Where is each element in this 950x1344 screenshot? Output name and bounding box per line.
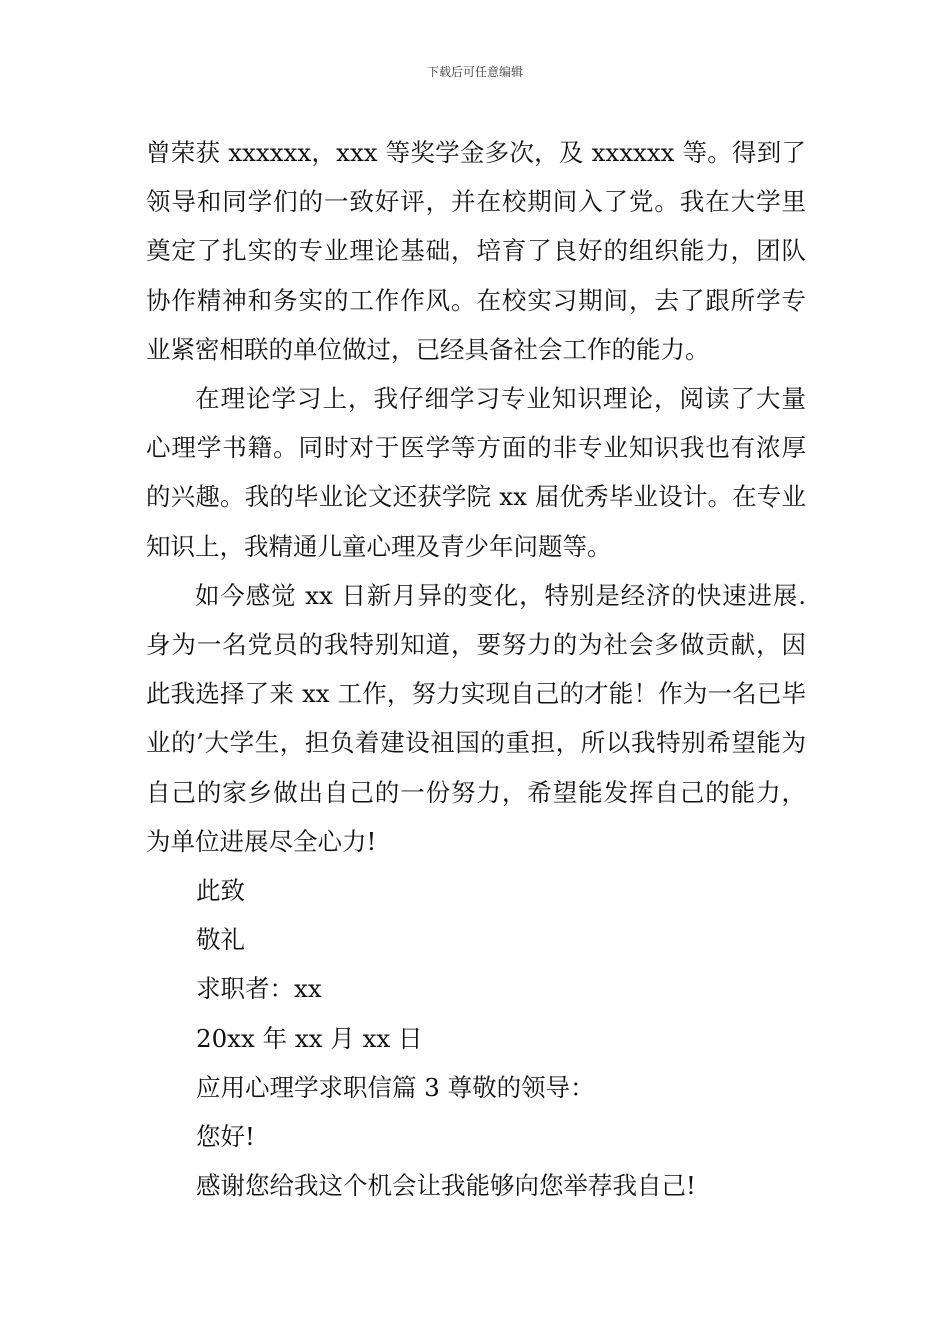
next-letter-opening: 感谢您给我这个机会让我能够向您举荐我自己! <box>196 1171 696 1201</box>
paragraph-motivation: 如今感觉 xx 日新月异的变化，特别是经济的快速进展.身为一名党员的我特别知道，要努力的为社会多做贡献，因此我选择了来 xx 工作，努力实现自己的才能！作为一名已毕业的’大学生，担负着建设祖国的重担，所以我特别希望能为自己的家乡做出自己的一份努力，希望能发挥自己的能力，为单位进展尽全心力! <box>146 580 806 856</box>
signer: 求职者：xx <box>196 974 322 1004</box>
page-header-note: 下载后可任意编辑 <box>426 65 523 79</box>
closing-salutation-1: 此致 <box>196 876 245 906</box>
letter-date: 20xx 年 xx 月 xx 日 <box>196 1023 423 1053</box>
next-letter-title: 应用心理学求职信篇 3 尊敬的领导： <box>196 1072 595 1102</box>
paragraph-theory-study: 在理论学习上，我仔细学习专业知识理论，阅读了大量心理学书籍。同时对于医学等方面的非专业知识我也有浓厚的兴趣。我的毕业论文还获学院 xx 届优秀毕业设计。在专业知识上，我精通儿童心理及青少年问题等。 <box>146 384 806 561</box>
paragraph-awards: 曾荣获 xxxxxx，xxx 等奖学金多次，及 xxxxxx 等。得到了领导和同学们的一致好评，并在校期间入了党。我在大学里奠定了扎实的专业理论基础，培育了良好的组织能力，团队协作精神和务实的工作作风。在校实习期间，去了跟所学专业紧密相联的单位做过，已经具备社会工作的能力。 <box>146 138 806 364</box>
letter-body <box>146 128 806 1210</box>
closing-salutation-2: 敬礼 <box>196 925 245 955</box>
next-letter-greeting: 您好! <box>196 1122 255 1152</box>
